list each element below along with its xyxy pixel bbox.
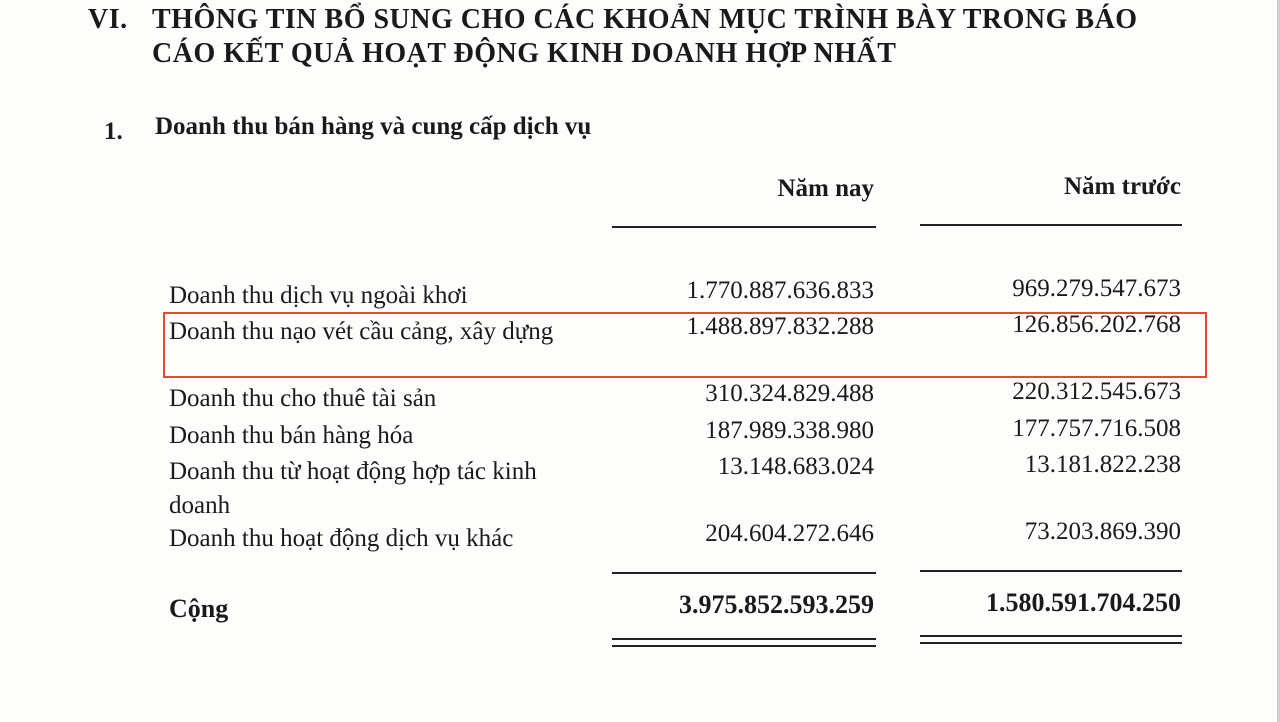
total-double-rule-previous-bottom <box>920 642 1182 644</box>
row-current-dredging-construction: 1.488.897.832.288 <box>686 313 874 340</box>
row-previous-offshore-services: 969.279.547.673 <box>1012 275 1181 302</box>
total-double-rule-previous-top <box>920 635 1182 637</box>
total-label: Cộng <box>169 594 229 623</box>
row-current-other-services: 204.604.272.646 <box>705 520 874 547</box>
highlight-box <box>163 312 1207 378</box>
row-label-business-cooperation: Doanh thu từ hoạt động hợp tác kinh doanh <box>169 458 537 519</box>
total-double-rule-current-bottom <box>612 645 876 647</box>
section-title-line-1: THÔNG TIN BỔ SUNG CHO CÁC KHOẢN MỤC TRÌNH BÀY TRONG BÁO <box>152 4 1138 35</box>
row-label-offshore-services: Doanh thu dịch vụ ngoài khơi <box>169 282 468 309</box>
row-current-asset-leasing: 310.324.829.488 <box>705 380 874 407</box>
row-label-dredging-construction: Doanh thu nạo vét cầu cảng, xây dựng <box>169 318 554 345</box>
row-previous-asset-leasing: 220.312.545.673 <box>1012 378 1181 405</box>
subsection-number: 1. <box>104 118 123 145</box>
row-previous-other-services: 73.203.869.390 <box>1024 518 1181 545</box>
row-current-business-cooperation: 13.148.683.024 <box>717 453 874 480</box>
subtotal-rule-current <box>612 572 876 574</box>
row-current-goods-sales: 187.989.338.980 <box>705 417 874 444</box>
row-previous-business-cooperation: 13.181.822.238 <box>1024 451 1181 478</box>
header-rule-current <box>612 226 876 228</box>
total-previous: 1.580.591.704.250 <box>986 588 1181 617</box>
row-current-offshore-services: 1.770.887.636.833 <box>686 277 874 304</box>
column-header-previous-year: Năm trước <box>1064 173 1181 200</box>
row-label-asset-leasing: Doanh thu cho thuê tài sản <box>169 385 437 412</box>
section-number: VI. <box>88 4 128 35</box>
row-previous-goods-sales: 177.757.716.508 <box>1012 415 1181 442</box>
row-previous-dredging-construction: 126.856.202.768 <box>1012 311 1181 338</box>
total-current: 3.975.852.593.259 <box>679 590 874 619</box>
section-title-line-2: CÁO KẾT QUẢ HOẠT ĐỘNG KINH DOANH HỢP NHẤT <box>152 38 897 69</box>
subtotal-rule-previous <box>920 570 1182 572</box>
header-rule-previous <box>920 224 1182 226</box>
row-label-goods-sales: Doanh thu bán hàng hóa <box>169 422 414 449</box>
total-double-rule-current-top <box>612 638 876 640</box>
column-header-current-year: Năm nay <box>777 175 874 202</box>
row-label-other-services: Doanh thu hoạt động dịch vụ khác <box>169 525 514 552</box>
subsection-title: Doanh thu bán hàng và cung cấp dịch vụ <box>155 113 592 140</box>
